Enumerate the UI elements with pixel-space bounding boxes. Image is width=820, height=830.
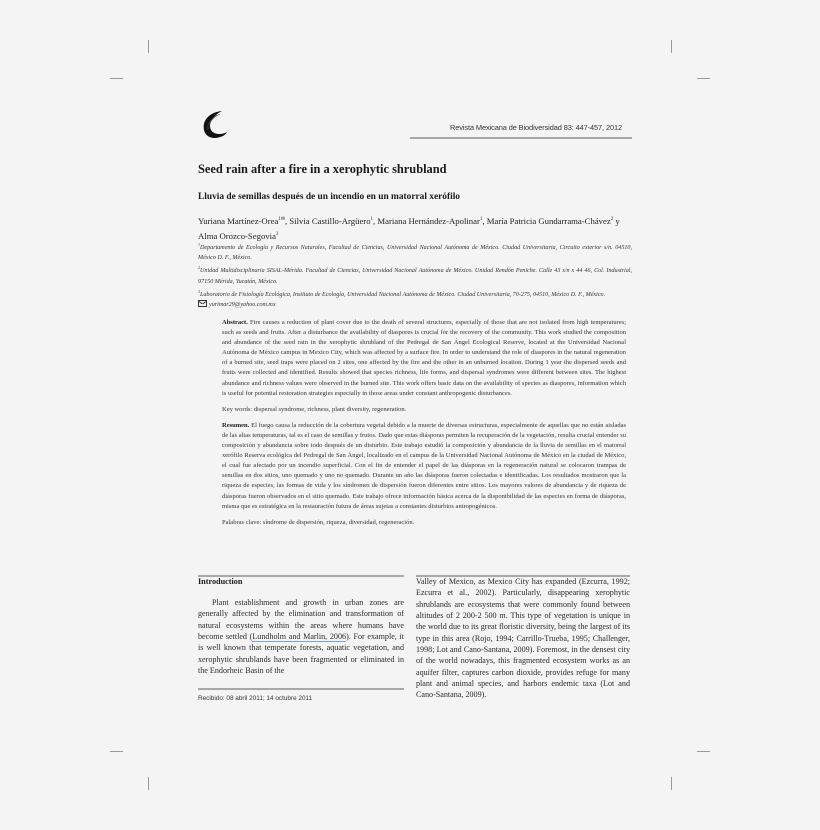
crop-mark (148, 777, 149, 790)
affiliations (198, 240, 632, 310)
author-list: Yuriana Martínez-Orea$^{1✉}$, Silvia Castillo-Argüero$^1$, Mariana Hernández-Apolinar$^1$, María Patricia Gundarrama-Chávez$^2$ y Alma Orozco-Segovia$^3$ (198, 215, 620, 241)
crop-mark (671, 777, 672, 790)
envelope-icon (198, 300, 207, 307)
body-paragraph: Valley of Mexico, as Mexico City has expanded (Ezcurra, 1992; Ezcurra et al., 2002). Particularly, disappearing xerophytic shrublands are ecosystems that were commonly found between altitudes of 2 200-2 500 m. This type of vegetation is unique in the world due to its great floristic diversity, being the largest of its type in this area (Rojo, 1994; Carrillo-Trueba, 1995; Challenger, 1998; Lot and Cano-Santana, 2009). Foremost, in the densest city of the world nowadays, this fragmented ecosystem works as an aquifer filter, captures carbon dioxide, provides refuge for many plant and animal species, and harbors endemic taxa (Lot and Cano-Santana, 2009). (416, 577, 630, 700)
article-title: Seed rain after a fire in a xerophytic shrubland (198, 162, 447, 176)
keywords: Key words: dispersal syndrome, richness, plant diversity, regeneration. (222, 405, 407, 413)
author-name: Yuriana Martínez-Orea (198, 215, 279, 226)
email-link[interactable]: yurimar29@yahoo.com.mx (209, 302, 276, 309)
author-name: Silvia Castillo-Argüero (289, 215, 371, 226)
author-name: Mariana Hernández-Apolinar (377, 215, 480, 226)
crop-mark (671, 40, 672, 53)
affiliation: $^1$Departamento de Ecología y Recursos Naturales, Facultad de Ciencias, Universidad Nacional Autónoma de México. Ciudad Universitaria, Circuito exterior s/n. 04510, México D. F., México. (198, 242, 632, 262)
body-column-right (416, 576, 630, 701)
abstract-block (222, 318, 626, 528)
crop-mark (697, 78, 710, 79)
palabras-clave: Palabras clave: síndrome de dispersión, riqueza, diversidad, regeneración. (222, 518, 415, 526)
contact-email (198, 300, 632, 310)
journal-citation: Revista Mexicana de Biodiversidad 83: 447-457, 2012 (450, 123, 622, 132)
crop-mark (148, 40, 149, 53)
article-subtitle: Lluvia de semillas después de un incendio en un matorral xerófilo (198, 192, 460, 202)
body-paragraph: Plant establishment and growth in urban zones are generally affected by the elimination and transformation of natural ecosystems within the areas where humans have become settled (Lundholm and Marlin, 2006). For example, it is well known that temperate forests, aquatic vegetation, and xerophytic shrublands have been fragmented or eliminated in the Endorheic Basin of the (198, 598, 405, 676)
author-name: María Patricia Gundarrama-Chávez (486, 215, 611, 226)
resumen-paragraph: Resumen. El fuego causa la reducción de la cobertura vegetal debido a la muerte de diversas estructuras, especialmente de aquellas que no están aisladas de las altas temperaturas, tal es el caso de semillas y frutos. Dado que estas diásporas permiten la recuperación de la vegetación, resulta crucial entender su composición y abundancia sobre todo después de un disturbio. Este trabajo estudió la composición y abundancia de la lluvia de semillas en el matorral xerófilo Reserva ecológica del Pedregal de San Ángel, localizado en el campus de la Universidad Nacional Autónoma de México en la ciudad de México, el cual fue afectado por un incendio superficial. Con el fin de entender el papel de las diásporas en la regeneración natural se colocaron trampas de semillas en dos sitios, uno quemado y uno no quemado. Durante un año las diásporas fueron colectadas e identificadas. Los resultados mostraron que la riqueza de especies, las formas de vida y los síndromes de dispersión fueron diferentes entre sitios. Los mayores valores de abundancia y de riqueza de diásporas fueron observados en el sitio quemado. Este trabajo ofrece información básica acerca de la disponibilidad de las especies en forma de diásporas, misma que es estratégica en la restauración futura de áreas sujetas a constantes disturbios antropogénicos. (222, 421, 626, 510)
received-dates: Recibido: 08 abril 2011; 14 octubre 2011 (198, 695, 313, 702)
crop-mark (110, 78, 123, 79)
journal-logo-icon (200, 110, 228, 140)
affiliation: $^2$Unidad Multidisciplinaria SISAL-Mérida. Facultad de Ciencias, Universidad Nacional Autónoma de México. Unidad Rendón Peniche. Calle 43 s/n x 44 46, Col. Industrial, 97150 Mérida, Yucatán, México. (198, 265, 632, 285)
body-column-left (198, 597, 404, 676)
citation-link[interactable]: Lundholm and Marlin, 2006 (252, 632, 347, 642)
affiliation: $^3$Laboratorio de Fisiología Ecológica, Instituto de Ecología, Universidad Nacional Autónoma de México. Ciudad Universitaria, 70-275, 04510, México D. F., México. (198, 288, 606, 298)
section-heading-introduction: Introduction (198, 577, 243, 586)
abstract-paragraph: Abstract. Fire causes a reduction of plant cover due to the death of several structures, especially of those that are not isolated from high temperatures; such as seeds and fruits. After a disturbance the availability of diaspores is crucial for the recovery of the community. This work studied the composition and abundance of the seed rain in the xerophytic shrubland of the Pedregal de San Ángel Ecological Reserve, located at the Universidad Nacional Autónoma de México campus in Mexico City, which was affected by a surface fire. In order to understand the role of diaspores in the natural regeneration of a burned site, seed traps were placed on 2 sites, one affected by the fire and the other in an unburned location. During 1 year the dispersed seeds and fruits were collected and identified. Results showed that species richness, life forms, and dispersal syndromes were different between sites. The highest abundance and richness values were observed in the burned site. This work offers basic data on the availability of species as diaspores, information which is useful for potential restoration strategies especially in those areas under constant anthropogenic disturbances. (222, 319, 626, 397)
author-name: Alma Orozco-Segovia (198, 230, 276, 241)
crop-mark (697, 751, 710, 752)
header-divider (410, 137, 632, 139)
crop-mark (110, 751, 123, 752)
footnote-divider (198, 688, 404, 690)
